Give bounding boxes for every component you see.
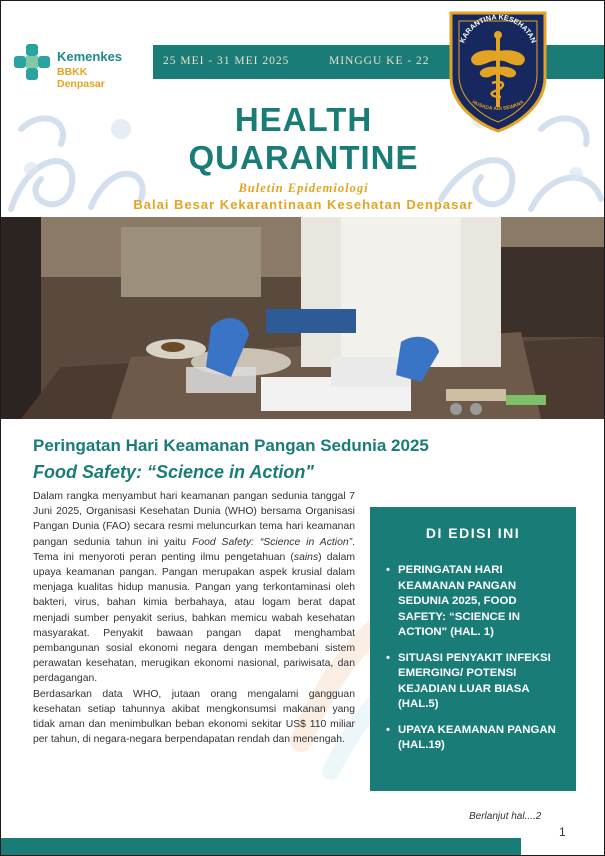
toc-item[interactable] xyxy=(386,651,566,713)
article-p1-part-c: ) dalam upaya keamanan pangan. Pangan merupakan aspek krusial dalam menjaga kualitas hidup manusia. Pangan yang terkontaminasi oleh bakteri, virus, bahan kimia berbahaya, atau logam berat dapat menjadi sumber penyakit serius, bahkan memicu wabah kesehatan masyarakat. Penyakit bawaan pangan dapat menghambat pembangunan sosial ekonomi negara dengan membebani sistem perawatan kesehatan, merugikan ekonomi nasional, pariwisata, dan perdagangan. xyxy=(33,551,356,685)
continued-note[interactable]: Berlanjut hal....2 xyxy=(469,811,542,822)
bullet-icon: • xyxy=(386,723,390,736)
kemenkes-logo-icon xyxy=(13,43,51,81)
week-label: MINGGU KE - 22 xyxy=(329,55,430,67)
article-headline-theme: Food Safety: “Science in Action" xyxy=(33,462,314,482)
masthead-subtitle: Buletin Epidemiologi xyxy=(238,181,369,195)
article-p1-part-b: . Tema ini menyoroti peran penting ilmu pengetahuan ( xyxy=(33,536,355,563)
badge-bottom-text: HUSADA ADI SEWANA xyxy=(470,99,526,113)
bullet-icon: • xyxy=(386,651,390,664)
article-headline: Peringatan Hari Keamanan Pangan Sedunia 2025 xyxy=(33,436,429,455)
footer-bar xyxy=(1,838,521,855)
article-paragraph-1 xyxy=(33,489,355,687)
toc-item[interactable] xyxy=(386,563,566,641)
table-of-contents xyxy=(386,563,566,764)
toc-item-label: PERINGATAN HARI KEAMANAN PANGAN SEDUNIA 2025, FOOD SAFETY: “SCIENCE IN ACTION" (HAL. 1) xyxy=(398,564,520,638)
in-this-edition-title: DI EDISI INI xyxy=(425,525,521,541)
bullet-icon: • xyxy=(386,564,390,576)
logo-subtitle: BBKK Denpasar xyxy=(57,66,105,90)
food-inspection-photo xyxy=(1,217,605,419)
logo-name: Kemenkes xyxy=(57,49,123,64)
badge-top-text: KARANTINA KESEHATAN xyxy=(457,12,539,45)
kemenkes-logo xyxy=(13,41,133,90)
toc-item-label: SITUASI PENYAKIT INFEKSI EMERGING/ POTENSI KEJADIAN LUAR BIASA (HAL.5) xyxy=(398,651,551,710)
article-p1-sains: sains xyxy=(293,551,319,563)
page-number: 1 xyxy=(559,825,566,839)
masthead-title-line2: QUARANTINE xyxy=(188,139,419,176)
toc-item[interactable] xyxy=(386,723,566,754)
article-body xyxy=(33,489,355,747)
article-p1-part-a: Dalam rangka menyambut hari keamanan pangan sedunia tanggal 7 Juni 2025, Organisasi Kesehatan Dunia (WHO) bersama Organisasi Pangan Dunia (FAO) secara resmi meluncurkan tema hari keamanan pangan sedunia tahun ini yaitu xyxy=(33,491,355,548)
date-range: 25 MEI - 31 MEI 2025 xyxy=(163,55,290,67)
organization-name: Balai Besar Kekarantinaan Kesehatan Denpasar xyxy=(133,197,474,212)
article-paragraph-2: Berdasarkan data WHO, jutaan orang mengalami gangguan kesehatan setiap tahunnya akibat mengkonsumsi makanan yang tidak aman dan menimbulkan beban ekonomi sekitar US$ 110 miliar per tahun, di negara-negara berpendapatan rendah dan menengah. xyxy=(33,688,355,746)
toc-item-label: UPAYA KEAMANAN PANGAN (HAL.19) xyxy=(398,723,556,751)
in-this-edition-box xyxy=(370,507,576,791)
masthead-title-line1: HEALTH xyxy=(234,101,373,138)
article-p1-theme: Food Safety: “Science in Action” xyxy=(191,536,353,548)
